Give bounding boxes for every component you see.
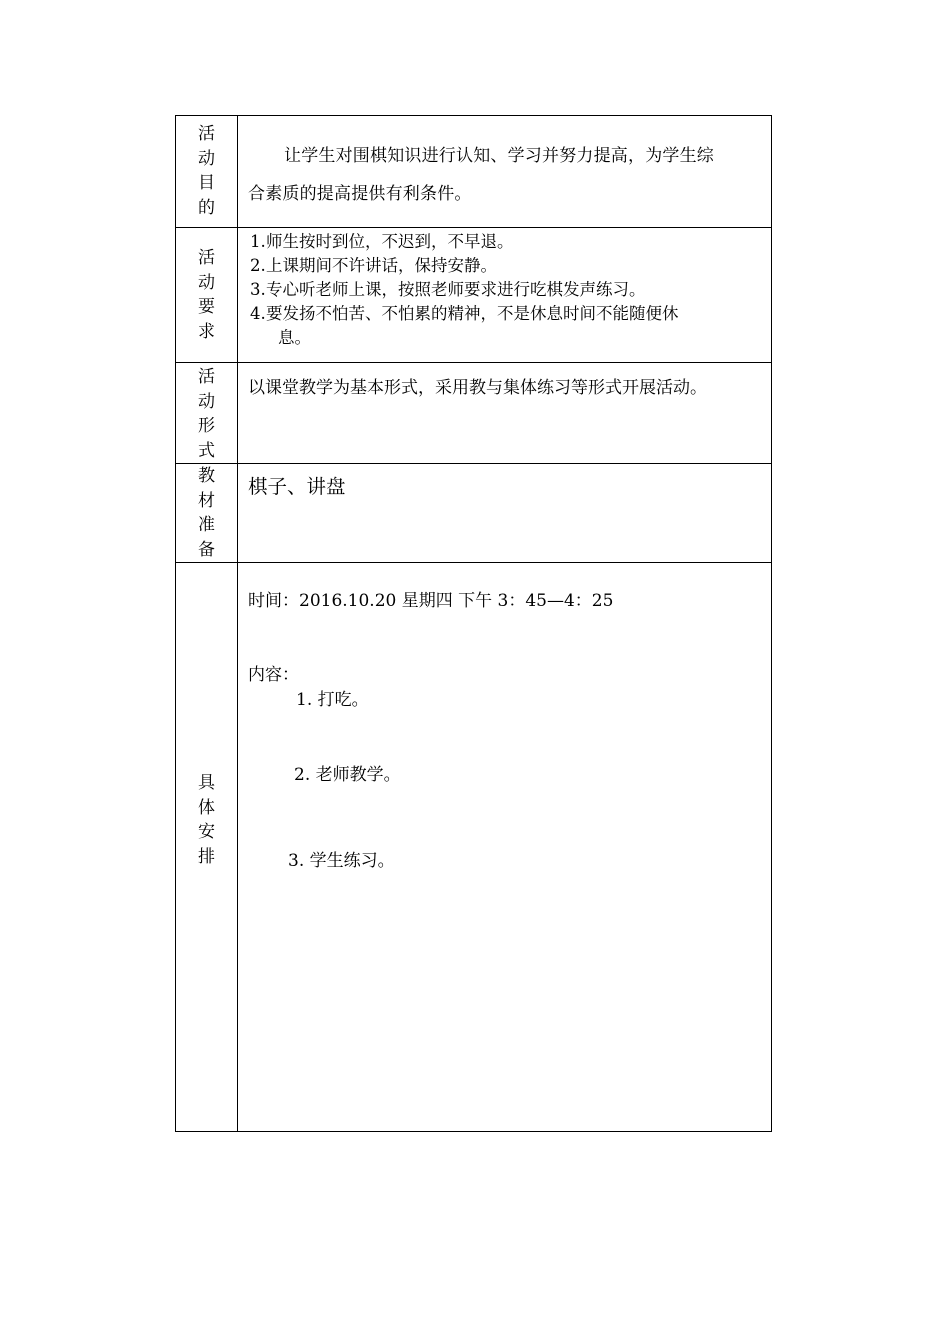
requirements-list — [238, 228, 771, 350]
label-char: 动 — [198, 272, 215, 293]
item-text: 要发扬不怕苦、不怕累的精神，不是休息时间不能随便休 — [266, 304, 679, 323]
label-char: 备 — [198, 539, 215, 560]
purpose-line-2: 合素质的提高提供有利条件。 — [248, 184, 472, 204]
list-item — [250, 278, 771, 302]
schedule-step: 2. 老师教学。 — [294, 765, 401, 785]
materials-content — [238, 464, 772, 563]
label-char: 形 — [198, 416, 215, 436]
item-number: 1. — [250, 232, 266, 251]
label-requirements — [176, 228, 238, 363]
label-char: 活 — [198, 248, 215, 268]
item-text: 师生按时到位，不迟到，不早退。 — [266, 232, 514, 251]
row-requirements — [176, 228, 772, 363]
label-char: 活 — [198, 124, 215, 144]
purpose-line-1: 让学生对围棋知识进行认知、学习并努力提高，为学生综 — [284, 146, 714, 166]
label-char: 求 — [198, 321, 215, 342]
list-item — [250, 230, 771, 254]
label-char: 目 — [198, 173, 215, 193]
format-text: 以课堂教学为基本形式，采用教与集体练习等形式开展活动。 — [248, 378, 707, 398]
requirements-content — [238, 228, 772, 363]
row-format — [176, 363, 772, 464]
label-char: 具 — [198, 773, 215, 793]
row-materials — [176, 464, 772, 563]
label-char: 安 — [198, 822, 215, 842]
activity-plan-table — [175, 115, 772, 1132]
item-number: 4. — [250, 304, 266, 323]
list-item — [250, 302, 771, 350]
label-char: 体 — [198, 797, 215, 818]
item-text-continued: 息。 — [278, 328, 311, 347]
row-purpose — [176, 116, 772, 228]
purpose-content — [238, 116, 772, 228]
label-materials — [176, 464, 238, 563]
label-char: 要 — [198, 297, 215, 317]
item-number: 2. — [250, 256, 266, 275]
label-schedule — [176, 563, 238, 1132]
schedule-content-label: 内容： — [248, 665, 299, 685]
label-char: 准 — [198, 515, 215, 535]
label-char: 动 — [198, 148, 215, 169]
item-text: 专心听老师上课，按照老师要求进行吃棋发声练习。 — [266, 280, 646, 299]
item-number: 3. — [250, 280, 266, 299]
label-format — [176, 363, 238, 464]
label-char: 材 — [198, 490, 215, 511]
label-char: 教 — [198, 466, 215, 486]
label-char: 排 — [198, 846, 215, 867]
label-char: 的 — [198, 197, 215, 218]
row-schedule — [176, 563, 772, 1132]
schedule-time: 时间：2016.10.20 星期四 下午 3：45—4：25 — [248, 591, 614, 611]
schedule-step: 3. 学生练习。 — [288, 851, 395, 871]
list-item — [250, 254, 771, 278]
schedule-content — [238, 563, 772, 1132]
label-char: 式 — [198, 440, 215, 461]
materials-text: 棋子、讲盘 — [248, 475, 346, 498]
item-text: 上课期间不许讲话，保持安静。 — [266, 256, 497, 275]
format-content — [238, 363, 772, 464]
label-purpose — [176, 116, 238, 228]
schedule-step: 1. 打吃。 — [296, 690, 369, 710]
label-char: 动 — [198, 391, 215, 412]
label-char: 活 — [198, 367, 215, 387]
